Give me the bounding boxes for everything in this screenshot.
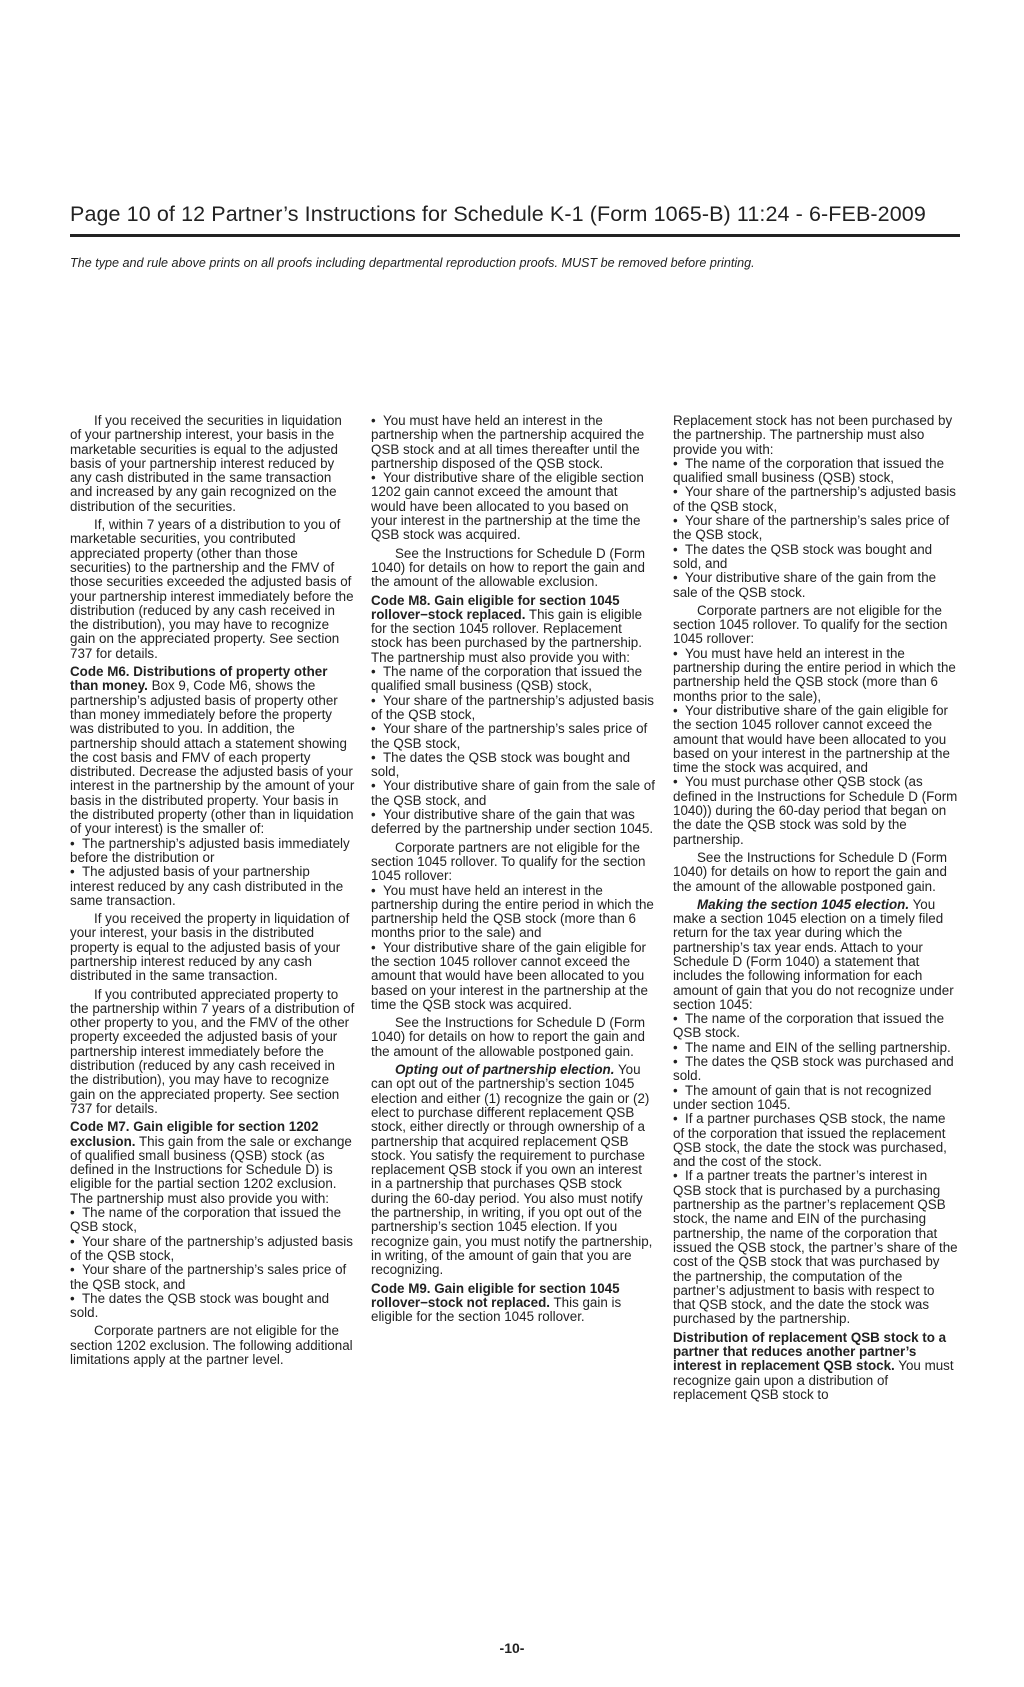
code-m6-section — [70, 665, 355, 837]
opting-out-text: You can opt out of the partnership’s section 1045 election and either (1) recognize the gain or (2) elect to purchase different replacement QSB stock, either directly or through ownership of a partnership that acquired replacement QSB stock. You satisfy the requirement to purchase replacement QSB stock if you own an interest in a partnership that purchases QSB stock during the 60-day period. You also must notify the partnership, in writing, if you opt out of the partnership’s section 1045 election. If you recognize gain, you must notify the partnership, in writing, of the amount of gain that you are recognizing. — [371, 1062, 653, 1278]
making-election-text: You make a section 1045 election on a timely filed return for the tax year during which the partnership’s tax year ends. Attach to your Schedule D (Form 1040) a statement that includes the following information for each amount of gain that you do not recognize under section 1045: — [673, 896, 954, 1012]
code-m6-heading: Code M6. Distributions of property other than money. — [70, 664, 328, 694]
page-number: -10- — [499, 1640, 525, 1656]
code-m8-heading: Code M8. Gain eligible for section 1045 rollover−stock replaced. — [371, 592, 620, 622]
bullet-item: • You must have held an interest in the partnership during the entire period in which the partnership held the QSB stock (more than 6 months prior to the sale), — [673, 647, 958, 704]
code-m9-section — [371, 1282, 656, 1325]
code-m7-heading: Code M7. Gain eligible for section 1202 exclusion. — [70, 1119, 319, 1149]
paragraph: See the Instructions for Schedule D (Form 1040) for details on how to report the gain and the amount of the allowable postponed gain. — [673, 849, 948, 894]
bullet-item: • Your share of the partnership’s adjusted basis of the QSB stock, — [673, 485, 958, 514]
code-m6-text: Box 9, Code M6, shows the partnership’s adjusted basis of property other than money immediately before the property was distributed to you. In addition, the partnership should attach a statement showing the cost basis and FMV of each property distributed. Decrease the adjusted basis of your interest in the partnership by the amount of your basis in the distributed property. Your basis in the distributed property (other than in liquidation of your interest) is the smaller of: — [70, 678, 355, 837]
paragraph: If you received the securities in liquidation of your partnership interest, your basis in the marketable securities is equal to the adjusted basis of your partnership interest reduced by any cash distributed in the same transaction and increased by any gain recognized on the distribution of the securities. — [70, 413, 342, 514]
bullet-item: • Your distributive share of the gain eligible for the section 1045 rollover cannot exceed the amount that would have been allocated to you based on your interest in the partnership at the time the QSB stock was acquired. — [371, 941, 656, 1012]
code-m7-text: This gain from the sale or exchange of qualified small business (QSB) stock (as defined in the Instructions for Schedule D) is eligible for the partial section 1202 exclusion. The partnership must also provide you with: — [70, 1133, 352, 1206]
bullet-item: • Your share of the partnership’s sales price of the QSB stock, and — [70, 1263, 355, 1292]
bullet-item: • The dates the QSB stock was bought and sold. — [70, 1292, 355, 1321]
distribution-heading: Distribution of replacement QSB stock to a partner that reduces another partner’s interest in replacement QSB stock. — [673, 1329, 947, 1374]
bullet-item: • Your distributive share of the gain that was deferred by the partnership under section 1045. — [371, 808, 656, 837]
bullet-item: • The name of the corporation that issued the QSB stock, — [70, 1206, 355, 1235]
bullet-item: • If a partner treats the partner’s interest in QSB stock that is purchased by a purchasing partnership as the partner’s replacement QSB stock, the name and EIN of the purchasing partnership, the name of the corporation that issued the QSB stock, the partner’s share of the cost of the QSB stock that was purchased by the partnership, the computation of the partner’s adjustment to basis with respect to that QSB stock, and the date the stock was purchased by the partnership. — [673, 1169, 958, 1326]
bullet-item: • You must purchase other QSB stock (as defined in the Instructions for Schedule D (Form 1040)) during the 60-day period that began on the date the QSB stock was sold by the partnership. — [673, 775, 958, 846]
bullet-item: • The name of the corporation that issued the qualified small business (QSB) stock, — [673, 457, 958, 486]
paragraph: Corporate partners are not eligible for the section 1045 rollover. To qualify for the section 1045 rollover: — [673, 602, 948, 647]
code-m9-heading: Code M9. Gain eligible for section 1045 rollover−stock not replaced. — [371, 1280, 620, 1310]
bullet-item: • The partnership’s adjusted basis immediately before the distribution or — [70, 837, 355, 866]
bullet-item: • Your share of the partnership’s adjusted basis of the QSB stock, — [70, 1235, 355, 1264]
bullet-item: • Your distributive share of the gain from the sale of the QSB stock. — [673, 571, 958, 600]
paragraph: See the Instructions for Schedule D (Form 1040) for details on how to report the gain and the amount of the allowable exclusion. — [371, 545, 646, 590]
paragraph: If you received the property in liquidation of your interest, your basis in the distributed property is equal to the adjusted basis of your partnership interest reduced by any cash distributed in the same transaction. — [70, 911, 350, 984]
bullet-item: • The dates the QSB stock was purchased and sold. — [673, 1055, 958, 1084]
making-election-heading: Making the section 1045 election. — [697, 896, 910, 912]
bullet-item: • The amount of gain that is not recognized under section 1045. — [673, 1084, 958, 1113]
column-2 — [371, 414, 656, 1328]
column-1 — [70, 414, 355, 1371]
bullet-item: • The name of the corporation that issued the qualified small business (QSB) stock, — [371, 665, 656, 694]
bullet-item: • Your distributive share of the gain eligible for the section 1045 rollover cannot exceed the amount that would have been allocated to you based on your interest in the partnership at the time the stock was acquired, and — [673, 704, 958, 775]
page-header: Page 10 of 12 Partner’s Instructions for Schedule K-1 (Form 1065-B) 11:24 - 6-FEB-2009 — [70, 202, 926, 226]
paragraph: If you contributed appreciated property to the partnership within 7 years of a distribution of other property to you, and the FMV of the other property exceeded the adjusted basis of your partnership interest immediately before the distribution (reduced by any cash received in the distribution), you may have to recognize gain on the appreciated property. See section 737 for details. — [70, 986, 355, 1116]
bullet-item: • The dates the QSB stock was bought and sold, — [371, 751, 656, 780]
column-3 — [673, 414, 958, 1406]
bullet-item: • If a partner purchases QSB stock, the name of the corporation that issued the replacement QSB stock, the date the stock was purchased, and the cost of the stock. — [673, 1112, 958, 1169]
proof-note: The type and rule above prints on all proofs including departmental reproduction proofs. MUST be removed before printing. — [70, 256, 755, 270]
code-m7-section — [70, 1120, 355, 1206]
opting-out-heading: Opting out of partnership election. — [395, 1062, 615, 1078]
making-election-section — [673, 898, 958, 1012]
code-m8-section — [371, 594, 656, 665]
paragraph: Corporate partners are not eligible for the section 1045 rollover. To qualify for the section 1045 rollover: — [371, 839, 646, 884]
bullet-item: • The adjusted basis of your partnership interest reduced by any cash distributed in the same transaction. — [70, 865, 355, 908]
paragraph: See the Instructions for Schedule D (Form 1040) for details on how to report the gain and the amount of the allowable postponed gain. — [371, 1015, 646, 1059]
header-rule — [70, 234, 960, 237]
paragraph: Corporate partners are not eligible for the section 1202 exclusion. The following additional limitations apply at the partner level. — [70, 1323, 353, 1367]
bullet-item: • The name of the corporation that issued the QSB stock. — [673, 1012, 958, 1041]
bullet-item: • Your distributive share of gain from the sale of the QSB stock, and — [371, 779, 656, 808]
bullet-item: • Your share of the partnership’s adjusted basis of the QSB stock, — [371, 694, 656, 723]
opting-out-section — [371, 1063, 656, 1277]
code-m8-text: This gain is eligible for the section 1045 rollover. Replacement stock has been purchased by the partnership. The partnership must also provide you with: — [371, 606, 643, 665]
bullet-item: • The dates the QSB stock was bought and sold, and — [673, 543, 958, 572]
distribution-section — [673, 1331, 958, 1402]
bullet-item: • You must have held an interest in the partnership when the partnership acquired the QSB stock and at all times thereafter until the partnership disposed of the QSB stock. — [371, 414, 656, 471]
bullet-item: • Your share of the partnership’s sales price of the QSB stock, — [673, 514, 958, 543]
distribution-text: You must recognize gain upon a distribution of replacement QSB stock to — [673, 1358, 954, 1402]
bullet-item: • Your share of the partnership’s sales price of the QSB stock, — [371, 722, 656, 751]
paragraph: Replacement stock has not been purchased by the partnership. The partnership must also provide you with: — [673, 413, 953, 457]
bullet-item: • The name and EIN of the selling partnership. — [673, 1041, 958, 1055]
bullet-item: • You must have held an interest in the partnership during the entire period in which the partnership held the QSB stock (more than 6 months prior to the sale) and — [371, 884, 656, 941]
code-m9-text: This gain is eligible for the section 1045 rollover. — [371, 1294, 622, 1325]
paragraph: If, within 7 years of a distribution to you of marketable securities, you contributed appreciated property (other than those securities) to the partnership and the FMV of those securities exceeded the adjusted basis of your partnership interest immediately before the distribution (reduced by any cash received in the distribution), you may have to recognize gain on the appreciated property. See section 737 for details. — [70, 517, 354, 661]
bullet-item: • Your distributive share of the eligible section 1202 gain cannot exceed the amount that would have been allocated to you based on your interest in the partnership at the time the QSB stock was acquired. — [371, 471, 656, 542]
